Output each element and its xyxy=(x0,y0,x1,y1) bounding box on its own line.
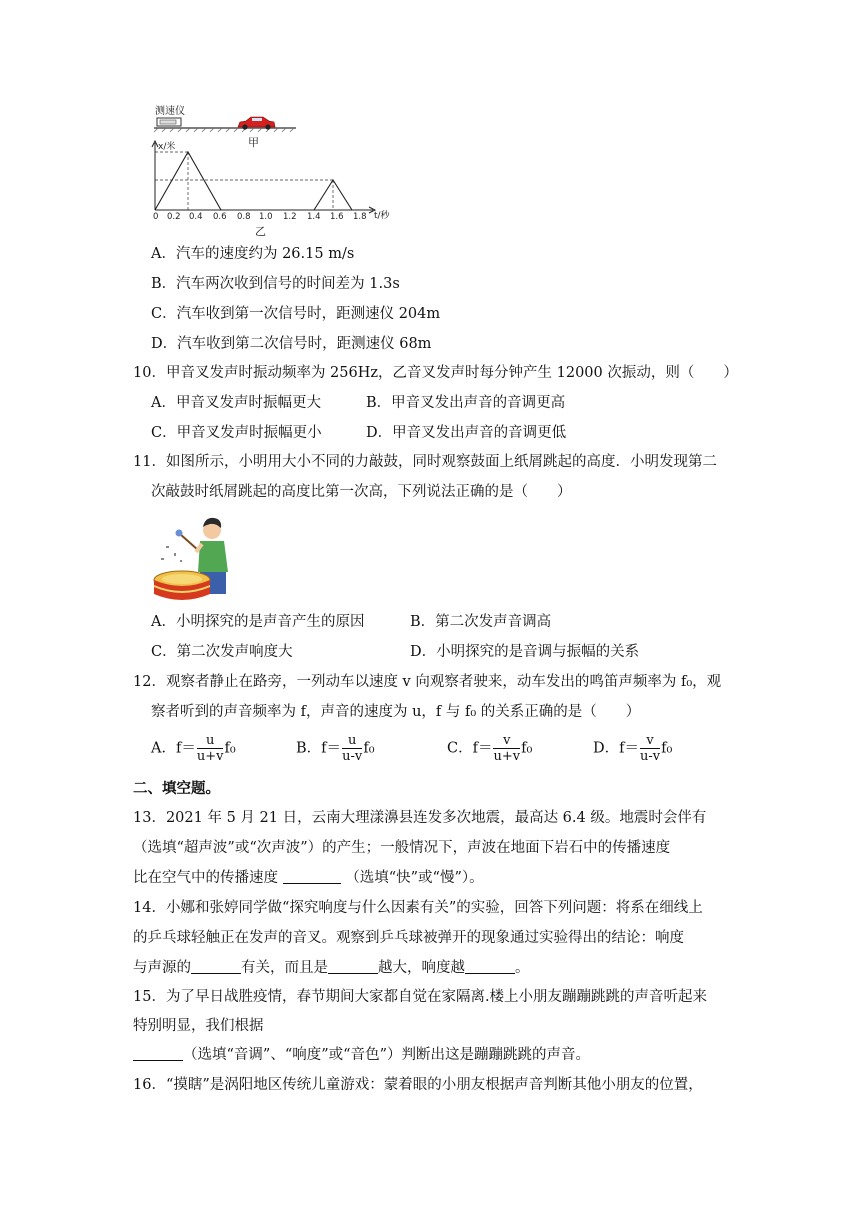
answer-blank[interactable] xyxy=(328,959,378,974)
q9-option-b: B．汽车两次收到信号的时间差为 1.3s xyxy=(151,276,400,292)
q10-option-c: C．甲音叉发声时振幅更小 xyxy=(151,425,322,441)
q11-option-c: C．第二次发声响度大 xyxy=(151,644,293,660)
q12-option-a: A．f＝ $\frac{u}{u+v}$ f₀ xyxy=(151,733,236,764)
q9-option-a: A．汽车的速度约为 26.15 m/s xyxy=(151,246,355,262)
x-axis-label: t/秒 xyxy=(374,211,390,221)
q13-line1: 13．2021 年 5 月 21 日，云南大理漾濞县连发多次地震，最高达 6.4 级。地震时会伴有 xyxy=(133,810,707,826)
x-tick: 0.2 xyxy=(167,212,181,222)
first-signal-path xyxy=(155,152,221,210)
q11-option-b: B．第二次发声音调高 xyxy=(410,614,552,630)
q13-line3: 比在空气中的传播速度 （选填“快”或“慢”）。 xyxy=(133,870,484,886)
boy-drumming-figure xyxy=(150,508,232,606)
q9-option-d: D．汽车收到第二次信号时，距测速仪 68m xyxy=(151,336,432,352)
fraction: $\frac{u}{u+v}$ xyxy=(196,733,224,764)
x-tick: 1.2 xyxy=(283,212,297,222)
graph-label: 乙 xyxy=(255,225,266,238)
x-tick: 1.4 xyxy=(307,212,321,222)
q11-stem-line1: 11．如图所示，小明用大小不同的力敲鼓，同时观察鼓面上纸屑跳起的高度．小明发现第二 xyxy=(133,454,717,470)
fraction: $\frac{v}{u+v}$ xyxy=(493,733,521,764)
x-tick: 0.6 xyxy=(213,212,227,222)
x-tick: 1.0 xyxy=(259,212,273,222)
q9-option-c: C．汽车收到第一次信号时，距测速仪 204m xyxy=(151,306,441,322)
x-tick: 0.4 xyxy=(189,212,203,222)
q14-line1: 14．小娜和张婷同学做“探究响度与什么因素有关”的实验，回答下列问题：将系在细线上 xyxy=(133,900,703,916)
q10-option-d: D．甲音叉发出声音的音调更低 xyxy=(366,425,567,441)
device-label: 测速仪 xyxy=(155,106,185,117)
q15-line1: 15．为了早日战胜疫情，春节期间大家都自觉在家隔离.楼上小朋友蹦蹦跳跳的声音听起来 xyxy=(133,989,708,1005)
q14-line2: 的乒乓球轻触正在发声的音叉。观察到乒乓球被弹开的现象通过实验得出的结论：响度 xyxy=(133,930,684,946)
x-tick: 0.8 xyxy=(237,212,251,222)
y-axis-label: x/米 xyxy=(158,142,176,152)
q13-line2: （选填“超声波”或“次声波”）的产生；一般情况下，声波在地面下岩石中的传播速度 xyxy=(133,840,671,856)
car-label: 甲 xyxy=(248,136,259,149)
q12-option-c: C．f＝ $\frac{v}{u+v}$ f₀ xyxy=(447,733,533,764)
q16-line1: 16．“摸瞎”是涡阳地区传统儿童游戏：蒙着眼的小朋友根据声音判断其他小朋友的位置， xyxy=(133,1077,703,1093)
q11-stem-line2: 次敲鼓时纸屑跳起的高度比第一次高，下列说法正确的是（ ） xyxy=(151,484,572,500)
q11-option-d: D．小明探究的是音调与振幅的关系 xyxy=(410,644,640,660)
q10-option-b: B．甲音叉发出声音的音调更高 xyxy=(366,395,566,411)
q10-stem: 10．甲音叉发声时振动频率为 256Hz，乙音叉发声时每分钟产生 12000 次振动，则（ ） xyxy=(133,365,738,381)
q12-stem-line2: 察者听到的声音频率为 f，声音的速度为 u，f 与 f₀ 的关系正确的是（ ） xyxy=(151,704,641,720)
answer-blank[interactable] xyxy=(283,869,341,884)
q12-option-b: B．f＝ $\frac{u}{u-v}$ f₀ xyxy=(296,733,375,764)
q12-option-d: D．f＝ $\frac{v}{u-v}$ f₀ xyxy=(593,733,673,764)
x-tick: 0 xyxy=(153,212,159,222)
q15-line3: （选填“音调”、“响度”或“音色”）判断出这是蹦蹦跳跳的声音。 xyxy=(133,1045,590,1065)
q10-option-a: A．甲音叉发声时振幅更大 xyxy=(151,395,321,411)
answer-blank[interactable] xyxy=(133,1046,183,1061)
x-tick: 1.6 xyxy=(330,212,344,222)
answer-blank[interactable] xyxy=(465,959,515,974)
fraction: $\frac{u}{u-v}$ xyxy=(342,733,363,764)
q12-stem-line1: 12．观察者静止在路旁，一列动车以速度 v 向观察者驶来，动车发出的鸣笛声频率为 f₀，观 xyxy=(133,674,722,690)
answer-blank[interactable] xyxy=(191,959,241,974)
q11-option-a: A．小明探究的是声音产生的原因 xyxy=(151,614,365,630)
fraction: $\frac{v}{u-v}$ xyxy=(640,733,661,764)
q15-line2: 特别明显，我们根据 xyxy=(133,1018,264,1034)
x-tick: 1.8 xyxy=(353,212,367,222)
q14-line3: 与声源的 有关，而且是 越大，响度越 。 xyxy=(133,960,530,976)
speed-measurement-figure xyxy=(148,100,398,240)
section-title: 二、填空题。 xyxy=(133,781,220,797)
